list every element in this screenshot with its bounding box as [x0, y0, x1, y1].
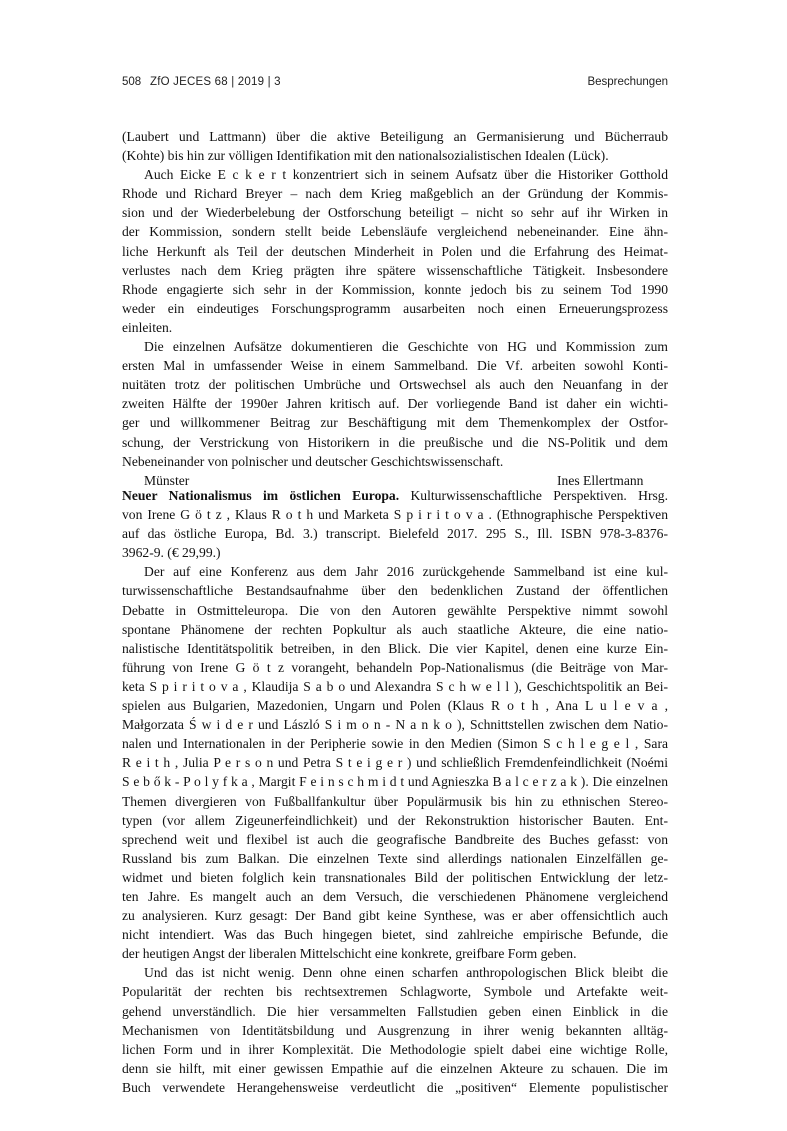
- text-line: sprechend weit und flexibel ist auch die geografische Bandbreite des Buches gefasst: von: [122, 831, 668, 847]
- text-line: gehend unverständlich. Die hier versammelten Fallstudien geben einen Einblick in die: [122, 1003, 668, 1019]
- text-line: zweiten Hälfte der 1990er Jahren kritisch auf. Der vorliegende Band ist daher ein wichti-: [122, 396, 668, 412]
- text-line: einleiten.: [122, 319, 173, 335]
- text-line: der heutigen Angst der liberalen Mittelschicht eine konkrete, greifbare Form geben.: [122, 946, 577, 962]
- text-line: Buch verwendete Herangehensweise verdeutlicht die „positiven“ Elemente populistischer: [122, 1079, 668, 1095]
- text-line: S e b ő k - P o l y f k a , Margit F e i n s c h m i d t und Agnieszka B a l c e r z a k ). Die einzelnen: [122, 774, 668, 790]
- text-line: zu analysieren. Kurz gesagt: Der Band gibt keine Synthese, was er aber offensichtlich auch: [122, 908, 668, 924]
- text-line: ersten Mal in umfassender Weise in einem Sammelband. Die Vf. arbeiten sowohl Konti-: [122, 358, 668, 374]
- text-line: ger und willkommener Beitrag zur Beschäftigung mit dem Themenkomplex der Ostfor-: [122, 415, 668, 431]
- page-number: 508: [122, 76, 142, 88]
- text-line: verlustes nach dem Krieg prägten ihre spätere wissenschaftliche Tätigkeit. Insbesondere: [122, 262, 668, 278]
- review-2: [122, 486, 668, 1097]
- text-line: Der auf eine Konferenz aus dem Jahr 2016 zurückgehende Sammelband ist eine kul-: [144, 564, 668, 580]
- book-title: Neuer Nationalismus im östlichen Europa.: [122, 488, 400, 503]
- text-line: lichen Form und in ihrer Komplexität. Die Methodologie spielt dabei eine wichtige Rolle,: [122, 1041, 668, 1057]
- text-line: keta S p i r i t o v a , Klaudija S a b o und Alexandra S c h w e l l ), Geschichtspolitik an Bei-: [122, 678, 668, 694]
- journal-name: ZfO JECES 68 | 2019 | 3: [150, 76, 281, 88]
- text-line: typen (vor allem Zigeunerfeindlichkeit) und der Rekonstruktion historischer Bauten. Ent-: [122, 812, 668, 828]
- page-header: [122, 76, 668, 94]
- review-place: Münster: [144, 472, 190, 488]
- text-line: denn sie hilft, mit einer gewissen Empathie auf die einzelnen Akteure zu schauen. Die im: [122, 1060, 668, 1076]
- text-line: turwissenschaftliche Bestandsaufnahme über den bedenklichen Zustand der öffentlichen: [122, 583, 668, 599]
- text-line: Rhode engagierte sich sehr in der Kommission, konnte jedoch bis zu seinem Tod 1990: [122, 281, 668, 297]
- text-line: spielen aus Bulgarien, Mazedonien, Ungarn und Polen (Klaus R o t h , Ana L u l e v a ,: [122, 698, 668, 714]
- text-line: (Laubert und Lattmann) über die aktive Beteiligung an Germanisierung und Bücherraub: [122, 129, 668, 144]
- text-line: Małgorzata Ś w i d e r und László S i m o n - N a n k o ), Schnittstellen zwischen dem Natio-: [122, 717, 668, 733]
- text-line: spontane Phänomene der rechten Popkultur als auch staatliche Akteure, die eine natio-: [122, 621, 668, 637]
- text-line: Mechanismen von Identitätsbildung und Ausgrenzung in ihrer wenig bekannten alltäg-: [122, 1022, 668, 1038]
- text-line: schung, der Verstrickung von Historikern in die preußische und die NS-Politik und dem: [122, 434, 668, 450]
- text-line: Auch Eicke E c k e r t konzentriert sich in seinem Aufsatz über die Historiker Gotthold: [144, 167, 668, 183]
- text-line: nicht intendiert. Was das Buch hingegen bietet, sind zahlreiche empirische Befunde, die: [122, 927, 668, 943]
- text-line: Nebeneinander von polnischer und deutscher Geschichtswissenschaft.: [122, 453, 504, 469]
- text-line: Die einzelnen Aufsätze dokumentieren die Geschichte von HG und Kommission zum: [144, 339, 668, 355]
- bibliography-line: auf das östliche Europa, Bd. 3.) transcript. Bielefeld 2017. 295 S., Ill. ISBN 978-3-8376-: [122, 526, 668, 542]
- text-line: ten Jahre. Es mangelt auch an dem Versuch, die verschiedenen Phänomene vergleichend: [122, 888, 668, 904]
- text-line: der Kommission, sondern stellt beide Lebensläufe vergleichend nebeneinander. Eine ähn-: [122, 224, 668, 240]
- text-line: Popularität der rechten bis rechtsextremen Schlagworte, Symbole und Artefakte weit-: [122, 984, 668, 1000]
- text-line: Debatte in Ostmitteleuropa. Die von den Autoren gewählte Perspektive nimmt sowohl: [122, 602, 668, 618]
- text-line: sion und der Wiederbelebung der Ostforschung beteiligt – nicht so sehr auf ihr Wirken in: [122, 205, 668, 221]
- text-line: Russland bis zum Balkan. Die einzelnen Texte sind allerdings nationalen Einzelfällen ge-: [122, 850, 668, 866]
- bibliography-line: 3962-9. (€ 29,99.): [122, 545, 221, 561]
- text-line: weder ein eindeutiges Forschungsprogramm ausarbeiten noch einen Erneuerungsprozess: [122, 300, 668, 316]
- text-line: Themen divergieren von Fußballfankultur über Populärmusik bis hin zu ethnischen Stereo-: [122, 793, 668, 809]
- review-1-body: [122, 127, 668, 490]
- text-line: (Kohte) bis hin zur völligen Identifikation mit den nationalsozialistischen Idealen (Lück).: [122, 148, 609, 164]
- text-line: liche Herkunft als Teil der deutschen Minderheit in Polen und die Erfahrung des Heimat-: [122, 243, 668, 259]
- text-line: führung von Irene G ö t z vorangeht, behandeln Pop-Nationalismus (die Beiträge von Mar-: [122, 659, 668, 675]
- bibliography-line: von Irene G ö t z , Klaus R o t h und Marketa S p i r i t o v a . (Ethnographische Perspektiven: [122, 507, 668, 523]
- section-name: Besprechungen: [587, 76, 668, 88]
- bibliography-line: [122, 486, 668, 505]
- bibliography-text: Kulturwissenschaftliche Perspektiven. Hrsg.: [410, 488, 668, 503]
- text-line: nalen und Internationalen in der Peripherie sowie in den Medien (Simon S c h l e g e l , Sara: [122, 736, 668, 752]
- reviewer-name: Ines Ellertmann: [557, 472, 644, 488]
- text-line: nuitäten trotz der politischen Umbrüche und Ortswechsel als auch den Neuanfang in der: [122, 377, 668, 393]
- text-line: widmet und bieten folglich kein transnationales Bild der politischen Entwicklung der letz-: [122, 869, 668, 885]
- text-line: Rhode und Richard Breyer – nach dem Krieg maßgeblich an der Gründung der Kommis-: [122, 186, 668, 202]
- text-line: nalistische Identitätspolitik betreiben, in den Blick. Die vier Kapitel, denen eine kurze Ein-: [122, 640, 668, 656]
- text-line: Und das ist nicht wenig. Denn ohne einen scharfen anthropologischen Blick bleibt die: [144, 965, 668, 981]
- text-line: R e i t h , Julia P e r s o n und Petra S t e i g e r ) und schließlich Fremdenfeindlichkeit (Noémi: [122, 755, 668, 771]
